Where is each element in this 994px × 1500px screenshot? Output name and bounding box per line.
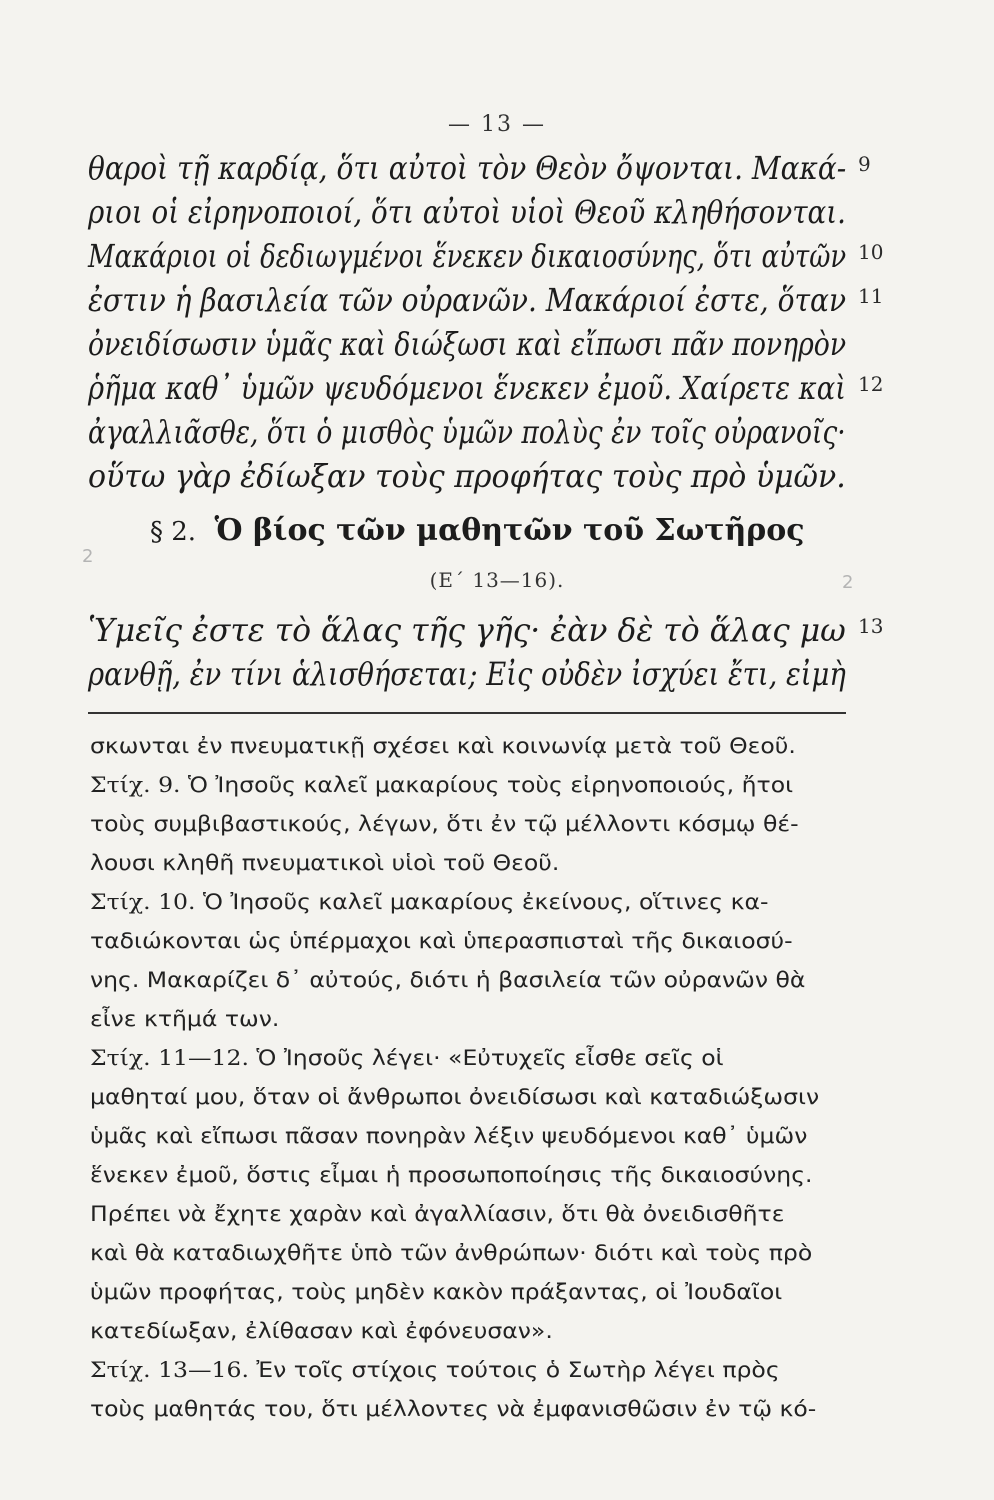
commentary-line [90, 736, 796, 757]
commentary-text: κατεδίωξαν, ἐλίθασαν καὶ ἐφόνευσαν». [90, 1319, 553, 1343]
commentary-text: λουσι κληθῆ πνευματικοὶ υἱοὶ τοῦ Θεοῦ. [90, 851, 560, 875]
verse-line: ἀγαλλιᾶσθε, ὅτι ὁ μισθὸς ὑμῶν πολὺς ἐν τοῖς οὐρανοῖς· [88, 413, 846, 451]
commentary-text: Ὁ Ἰησοῦς καλεῖ μακαρίους ἐκείνους, οἵτινες κα- [202, 890, 769, 914]
commentary-line [90, 1165, 812, 1186]
page-number: — 13 — [448, 112, 546, 137]
footnote-separator [88, 712, 846, 714]
commentary-text: Ὁ Ἰησοῦς καλεῖ μακαρίους τοὺς εἰρηνοποιούς, ἤτοι [188, 773, 794, 797]
commentary-line [90, 1282, 782, 1303]
commentary-line [90, 1321, 553, 1342]
commentary-line [90, 814, 799, 835]
verse-label: Στίχ. 10. [90, 890, 196, 914]
commentary-line [90, 1048, 724, 1069]
section-number: § 2. [150, 517, 197, 547]
verse-line: ριοι οἱ εἰρηνοποιοί, ὅτι αὐτοὶ υἱοὶ Θεοῦ κληθήσονται. [88, 193, 846, 231]
verse-line: Ὑμεῖς ἐστε τὸ ἅλας τῆς γῆς· ἐὰν δὲ τὸ ἅλας μω [88, 611, 846, 649]
commentary-line [90, 775, 793, 796]
commentary-line [90, 1243, 812, 1264]
commentary-text: ἕνεκεν ἐμοῦ, ὅστις εἶμαι ἡ προσωποποίησις τῆς δικαιοσύνης. [90, 1163, 813, 1187]
commentary-text: Ὁ Ἰησοῦς λέγει· «Εὐτυχεῖς εἶσθε σεῖς οἱ [256, 1046, 724, 1070]
verse-margin-number: 9 [858, 152, 871, 176]
commentary-line [90, 1360, 780, 1381]
verse-line: θαροὶ τῇ καρδίᾳ, ὅτι αὐτοὶ τὸν Θεὸν ὄψονται. Μακά- [88, 149, 847, 187]
commentary-line [90, 1126, 807, 1147]
verse-line: ρανθῇ, ἐν τίνι ἁλισθήσεται; Εἰς οὐδὲν ἰσχύει ἔτι, εἰμὴ [88, 655, 846, 693]
section-reference: (Ε΄ 13—16). [429, 568, 565, 592]
pencil-annotation-left: 2 [82, 546, 94, 567]
commentary-line [90, 1204, 784, 1225]
verse-line: Μακάριοι οἱ δεδιωγμένοι ἕνεκεν δικαιοσύνης, ὅτι αὐτῶν [88, 237, 847, 275]
commentary-text: Ἐν τοῖς στίχοις τούτοις ὁ Σωτὴρ λέγει πρὸς [256, 1358, 780, 1382]
commentary-text: ὑμᾶς καὶ εἴπωσι πᾶσαν πονηρὰν λέξιν ψευδόμενοι καθ᾽ ὑμῶν [90, 1124, 808, 1148]
commentary-line [90, 892, 768, 913]
commentary-text: ὑμῶν προφήτας, τοὺς μηδὲν κακὸν πράξαντας, οἱ Ἰουδαῖοι [90, 1280, 783, 1304]
commentary-text: τοὺς μαθητάς του, ὅτι μέλλοντες νὰ ἐμφανισθῶσιν ἐν τῷ κό- [90, 1397, 817, 1421]
verse-line: ἐστιν ἡ βασιλεία τῶν οὐρανῶν. Μακάριοί ἐστε, ὅταν [88, 281, 846, 319]
section-heading [150, 513, 850, 548]
verse-label: Στίχ. 13—16. [90, 1358, 249, 1382]
verse-margin-number: 11 [858, 284, 884, 308]
section-title: Ὁ βίος τῶν μαθητῶν τοῦ Σωτῆρος [214, 513, 805, 548]
commentary-text: εἶνε κτῆμά των. [90, 1007, 280, 1031]
verse-margin-number: 10 [858, 240, 884, 264]
pencil-annotation-right: 2 [842, 572, 854, 593]
verse-line: οὕτω γὰρ ἐδίωξαν τοὺς προφήτας τοὺς πρὸ ὑμῶν. [88, 457, 846, 495]
verse-label: Στίχ. 9. [90, 773, 181, 797]
commentary-text: μαθηταί μου, ὅταν οἱ ἄνθρωποι ὀνειδίσωσι καὶ καταδιώξωσιν [90, 1085, 820, 1109]
commentary-line [90, 970, 805, 991]
verse-line: ὀνειδίσωσιν ὑμᾶς καὶ διώξωσι καὶ εἴπωσι πᾶν πονηρὸν [88, 325, 847, 363]
verse-line: ῥῆμα καθ᾽ ὑμῶν ψευδόμενοι ἕνεκεν ἐμοῦ. Χαίρετε καὶ [88, 369, 846, 407]
commentary-line [90, 1009, 279, 1030]
commentary-text: ταδιώκονται ὡς ὑπέρμαχοι καὶ ὑπερασπισταὶ τῆς δικαιοσύ- [90, 929, 793, 953]
commentary-text: τοὺς συμβιβαστικούς, λέγων, ὅτι ἐν τῷ μέλλοντι κόσμῳ θέ- [90, 812, 799, 836]
commentary-line [90, 931, 793, 952]
commentary-line [90, 1087, 819, 1108]
verse-label: Στίχ. 11—12. [90, 1046, 249, 1070]
commentary-line [90, 853, 559, 874]
commentary-text: καὶ θὰ καταδιωχθῆτε ὑπὸ τῶν ἀνθρώπων· διότι καὶ τοὺς πρὸ [90, 1241, 813, 1265]
verse-margin-number: 13 [858, 614, 884, 638]
verse-margin-number: 12 [858, 372, 884, 396]
commentary-text: σκωνται ἐν πνευματικῇ σχέσει καὶ κοινωνίᾳ μετὰ τοῦ Θεοῦ. [90, 734, 796, 758]
commentary-line [90, 1399, 816, 1420]
commentary-text: νης. Μακαρίζει δ᾽ αὐτούς, διότι ἡ βασιλεία τῶν οὐρανῶν θὰ [90, 968, 806, 992]
commentary-text: Πρέπει νὰ ἔχητε χαρὰν καὶ ἀγαλλίασιν, ὅτι θὰ ὀνειδισθῆτε [90, 1202, 785, 1226]
